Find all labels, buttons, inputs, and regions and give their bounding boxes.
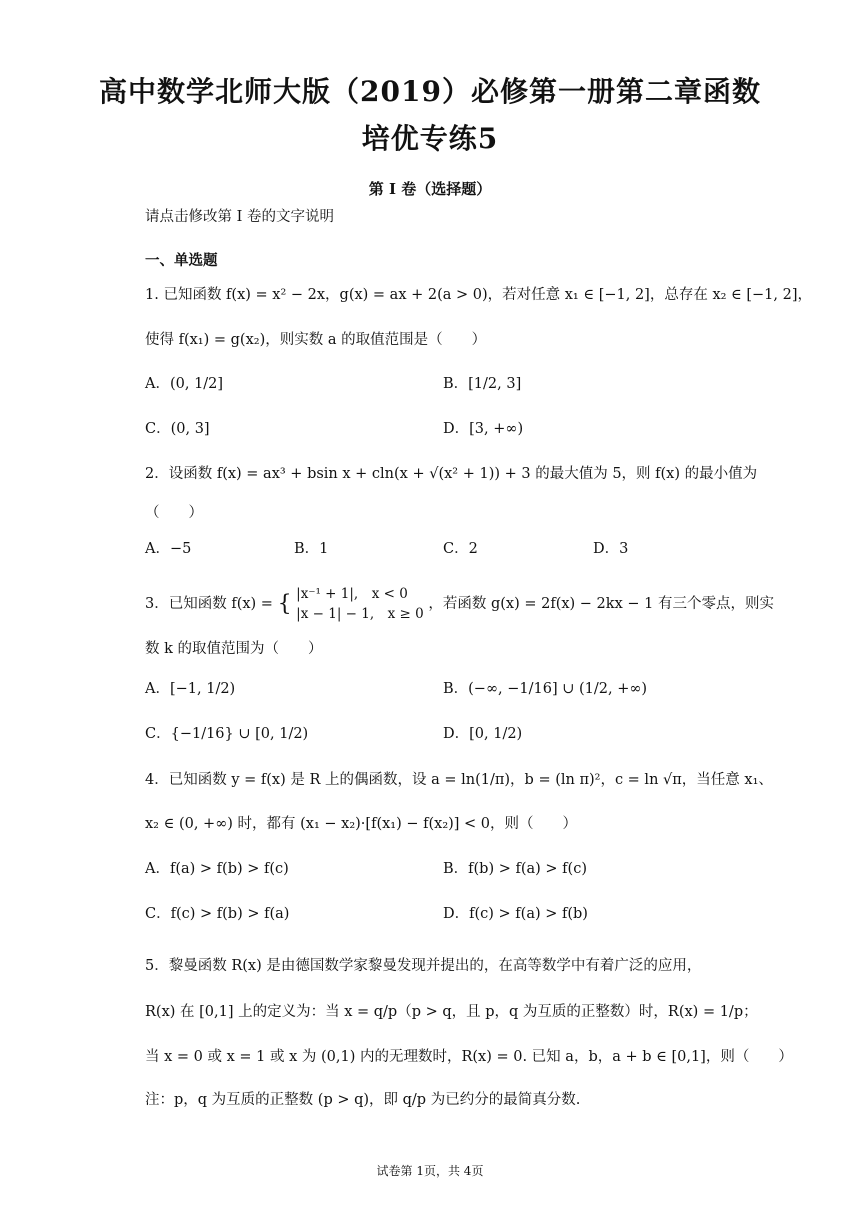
q3-stem-line1 (145, 584, 774, 624)
q5-note: 注：p，q 为互质的正整数 (p > q)，即 q/p 为已约分的最简真分数. (145, 1092, 581, 1108)
q3-option-a[interactable]: A．[−1, 1/2) (145, 681, 236, 697)
q5-stem-line2: R(x) 在 [0,1] 上的定义为：当 x = q/p（p > q，且 p，q 为互质的正整数）时，R(x) = 1/p； (145, 1004, 758, 1020)
q4-option-a[interactable]: A．f(a) > f(b) > f(c) (145, 861, 289, 877)
page-footer: 试卷第 1页，共 4页 (376, 1164, 484, 1178)
q2-stem-line2: （ ） (145, 505, 203, 521)
q1-option-c[interactable]: C．(0, 3] (145, 421, 210, 437)
q3-stem-line2: 数 k 的取值范围为（ ） (145, 641, 323, 657)
q4-stem-line1: 4．已知函数 y = f(x) 是 R 上的偶函数，设 a = ln(1/π)，b = (ln π)²，c = ln √π，当任意 x₁、 (145, 772, 773, 788)
section-note[interactable]: 请点击修改第 I 卷的文字说明 (145, 209, 334, 225)
q3-case2: |x − 1| − 1, x ≥ 0 (296, 606, 424, 622)
section-title: 第 I 卷（选择题） (368, 180, 492, 198)
q3-option-c[interactable]: C．{−1/16} ∪ [0, 1/2) (145, 726, 309, 742)
q3-option-d[interactable]: D．[0, 1/2) (443, 726, 523, 742)
q3-stem-prefix: 3．已知函数 f(x) = (145, 596, 273, 612)
q3-case1: |x⁻¹ + 1|, x < 0 (296, 586, 408, 602)
q2-option-b[interactable]: B．1 (294, 541, 329, 557)
q5-stem-line1: 5．黎曼函数 R(x) 是由德国数学家黎曼发现并提出的，在高等数学中有着广泛的应用， (145, 958, 702, 974)
q1-option-a[interactable]: A．(0, 1/2] (145, 376, 224, 392)
q1-stem-line1: 1. 已知函数 f(x) = x² − 2x，g(x) = ax + 2(a > 0)，若对任意 x₁ ∈ [−1, 2]，总存在 x₂ ∈ [−1, 2]， (145, 287, 813, 303)
part-heading: 一、单选题 (145, 252, 218, 269)
q4-option-c[interactable]: C．f(c) > f(b) > f(a) (145, 906, 290, 922)
q1-option-b[interactable]: B．[1/2, 3] (443, 376, 522, 392)
q1-option-d[interactable]: D．[3, +∞) (443, 421, 524, 437)
q2-stem-line1: 2．设函数 f(x) = ax³ + bsin x + cln(x + √(x² + 1)) + 3 的最大值为 5，则 f(x) 的最小值为 (145, 466, 758, 482)
q4-option-b[interactable]: B．f(b) > f(a) > f(c) (443, 861, 587, 877)
q3-option-b[interactable]: B．(−∞, −1/16] ∪ (1/2, +∞) (443, 681, 648, 697)
left-brace-icon: { (277, 591, 292, 617)
q2-option-d[interactable]: D．3 (593, 541, 629, 557)
q3-stem-suffix: ，若函数 g(x) = 2f(x) − 2kx − 1 有三个零点，则实 (428, 596, 774, 612)
q2-option-a[interactable]: A．−5 (145, 541, 192, 557)
q3-piecewise (296, 584, 424, 624)
q2-option-c[interactable]: C．2 (443, 541, 478, 557)
page-title-line1: 高中数学北师大版（2019）必修第一册第二章函数 (99, 75, 761, 108)
q4-stem-line2: x₂ ∈ (0, +∞) 时，都有 (x₁ − x₂)·[f(x₁) − f(x₂)] < 0，则（ ） (145, 816, 578, 832)
page-title-line2: 培优专练5 (361, 122, 499, 155)
q1-stem-line2: 使得 f(x₁) = g(x₂)，则实数 a 的取值范围是（ ） (145, 332, 487, 348)
q5-stem-line3: 当 x = 0 或 x = 1 或 x 为 (0,1) 内的无理数时，R(x) = 0. 已知 a，b，a + b ∈ [0,1]，则（ ） (145, 1049, 793, 1065)
q4-option-d[interactable]: D．f(c) > f(a) > f(b) (443, 906, 588, 922)
